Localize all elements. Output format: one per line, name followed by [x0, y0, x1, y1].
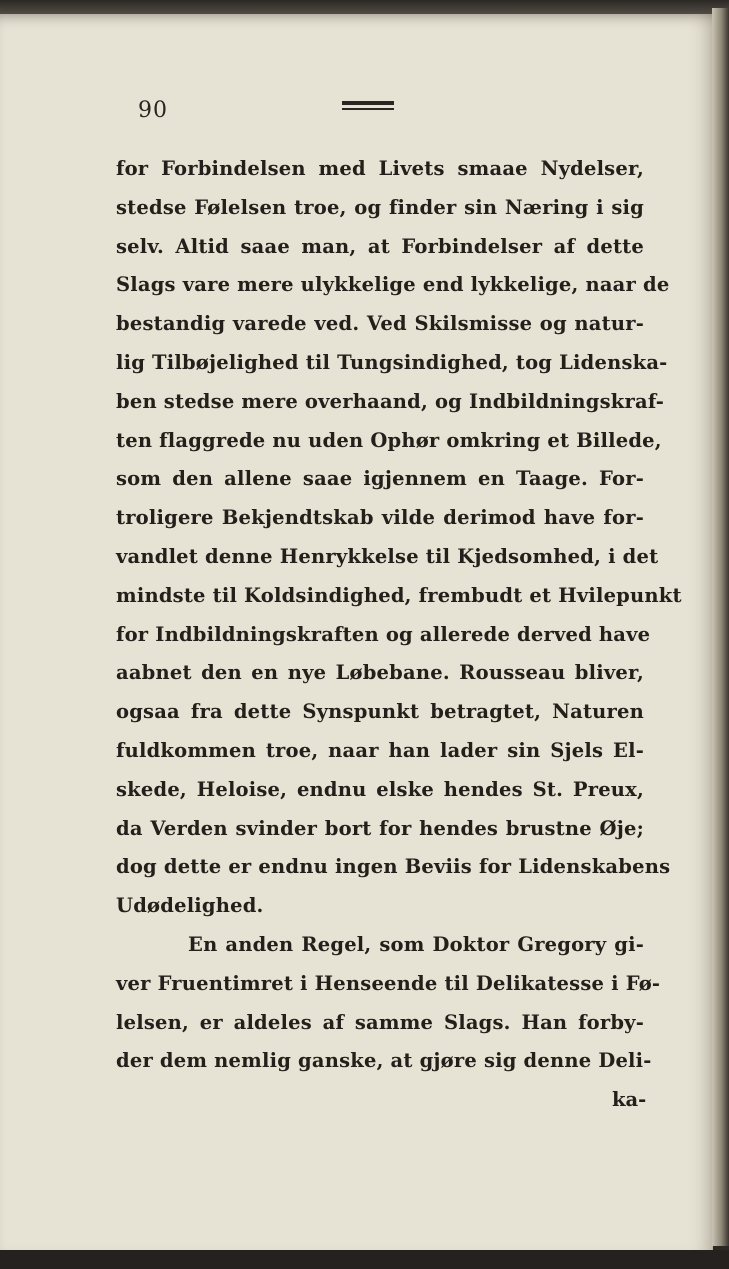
- page-edge-shadow: [712, 8, 729, 1246]
- text-line: der dem nemlig ganske, at gjøre sig denne Deli-: [116, 1049, 652, 1073]
- text-line: vandlet denne Henrykkelse til Kjedsomhed, i det: [116, 544, 659, 568]
- text-line: da Verden svinder bort for hendes brustne Øje;: [116, 816, 644, 840]
- text-line: lig Tilbøjelighed til Tungsindighed, tog Lidenska-: [116, 350, 668, 374]
- body-text: [116, 150, 682, 1081]
- header-ornament: [342, 100, 394, 112]
- text-line: selv. Altid saae man, at Forbindelser af dette: [116, 234, 644, 258]
- page-number: 90: [138, 98, 168, 123]
- text-line: skede, Heloise, endnu elske hendes St. Preux,: [116, 777, 644, 801]
- text-line: ver Fruentimret i Henseende til Delikatesse i Fø-: [116, 971, 661, 995]
- catchword: ka-: [612, 1088, 647, 1111]
- text-line: stedse Følelsen troe, og finder sin Næring i sig: [116, 195, 644, 219]
- text-line: for Indbildningskraften og allerede derved have: [116, 622, 651, 646]
- text-line: dog dette er endnu ingen Beviis for Lidenskabens: [116, 855, 671, 879]
- text-line: bestandig varede ved. Ved Skilsmisse og natur-: [116, 312, 644, 336]
- text-line: lelsen, er aldeles af samme Slags. Han forby-: [116, 1010, 644, 1034]
- text-line: fuldkommen troe, naar han lader sin Sjels El-: [116, 738, 644, 762]
- paragraph-end-line: Udødelighed.: [116, 894, 264, 918]
- text-line: ben stedse mere overhaand, og Indbildningskraf-: [116, 389, 665, 413]
- text-line: ogsaa fra dette Synspunkt betragtet, Naturen: [116, 700, 644, 724]
- paragraph-start-line: En anden Regel, som Doktor Gregory gi-: [188, 932, 644, 956]
- text-line: troligere Bekjendtskab vilde derimod have for-: [116, 506, 644, 530]
- text-line: Slags vare mere ulykkelige end lykkelige, naar de: [116, 273, 670, 297]
- text-line: mindste til Koldsindighed, frembudt et Hvilepunkt: [116, 583, 682, 607]
- text-line: som den allene saae igjennem en Taage. For-: [116, 467, 644, 491]
- text-line: ten flaggrede nu uden Ophør omkring et Billede,: [116, 428, 662, 452]
- text-line: aabnet den en nye Løbebane. Rousseau bliver,: [116, 661, 644, 685]
- text-line: for Forbindelsen med Livets smaae Nydelser,: [116, 157, 644, 180]
- scan-bottom-shadow: [0, 1250, 729, 1269]
